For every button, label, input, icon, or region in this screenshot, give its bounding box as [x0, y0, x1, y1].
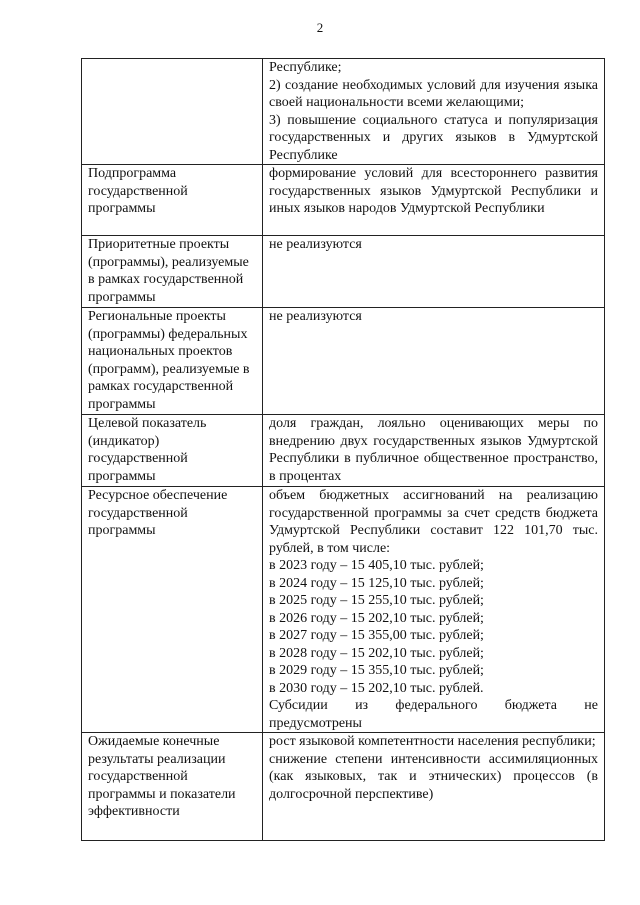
- table-row: [82, 415, 605, 487]
- row-label: Целевой показатель (индикатор) государственной программы: [82, 415, 263, 487]
- value-line: Субсидии из федерального бюджета не предусмотрены: [269, 698, 598, 731]
- value-line: в 2026 году – 15 202,10 тыс. рублей;: [269, 610, 484, 626]
- value-line: 2) создание необходимых условий для изучения языка своей национальности всеми желающими;: [269, 77, 598, 110]
- value-line: в 2029 году – 15 355,10 тыс. рублей;: [269, 663, 484, 678]
- row-label: Ожидаемые конечные результаты реализации государственной программы и показатели эффективности: [82, 733, 263, 841]
- row-value: [263, 415, 605, 487]
- table-row: [82, 236, 605, 308]
- row-value: [263, 487, 605, 733]
- row-label: Региональные проекты (программы) федеральных национальных проектов (программ), реализуемые в рамках государственной программы: [82, 308, 263, 415]
- value-line: объем бюджетных ассигнований на реализацию государственной программы за счет средств бюджета Удмуртской Республики составит 122 101,70 тыс. рублей, в том числе:: [269, 488, 598, 556]
- row-label: Приоритетные проекты (программы), реализуемые в рамках государственной программы: [82, 236, 263, 308]
- table-row: [82, 308, 605, 415]
- value-line: в 2027 году – 15 355,00 тыс. рублей;: [269, 628, 484, 643]
- table-row: [82, 733, 605, 841]
- value-line: в 2025 году – 15 255,10 тыс. рублей;: [269, 593, 484, 608]
- row-label: Ресурсное обеспечение государственной программы: [82, 487, 263, 733]
- value-line: Республике;: [269, 60, 342, 75]
- value-line: формирование условий для всестороннего развития государственных языков Удмуртской Республики и иных языков народов Удмуртской Республики: [269, 166, 598, 216]
- table-row: [82, 59, 605, 165]
- row-value: [263, 308, 605, 415]
- row-value: [263, 733, 605, 841]
- value-line: в 2023 году – 15 405,10 тыс. рублей;: [269, 558, 484, 573]
- value-line: не реализуются: [269, 309, 362, 324]
- row-value: [263, 236, 605, 308]
- row-label: Подпрограмма государственной программы: [82, 165, 263, 236]
- value-line: доля граждан, лояльно оценивающих меры по внедрению двух государственных языков Удмуртской Республики в публичное общественное пространство, в процентах: [269, 416, 598, 484]
- value-line: рост языковой компетентности населения республики;: [269, 734, 596, 749]
- value-line: в 2030 году – 15 202,10 тыс. рублей.: [269, 680, 484, 696]
- value-line: 3) повышение социального статуса и популяризация государственных и других языков в Удмуртской Республике: [269, 112, 598, 163]
- page-number: 2: [316, 20, 324, 35]
- value-line: не реализуются: [269, 237, 362, 252]
- table-row: [82, 165, 605, 236]
- value-line: в 2028 году – 15 202,10 тыс. рублей;: [269, 645, 484, 661]
- value-line: в 2024 году – 15 125,10 тыс. рублей;: [269, 575, 484, 591]
- table-row: [82, 487, 605, 733]
- value-line: снижение степени интенсивности ассимиляционных (как языковых, так и этнических) процессов (в долгосрочной перспективе): [269, 751, 598, 802]
- row-value: [263, 59, 605, 165]
- program-passport-table: [81, 58, 605, 841]
- row-label: [82, 59, 263, 165]
- row-value: [263, 165, 605, 236]
